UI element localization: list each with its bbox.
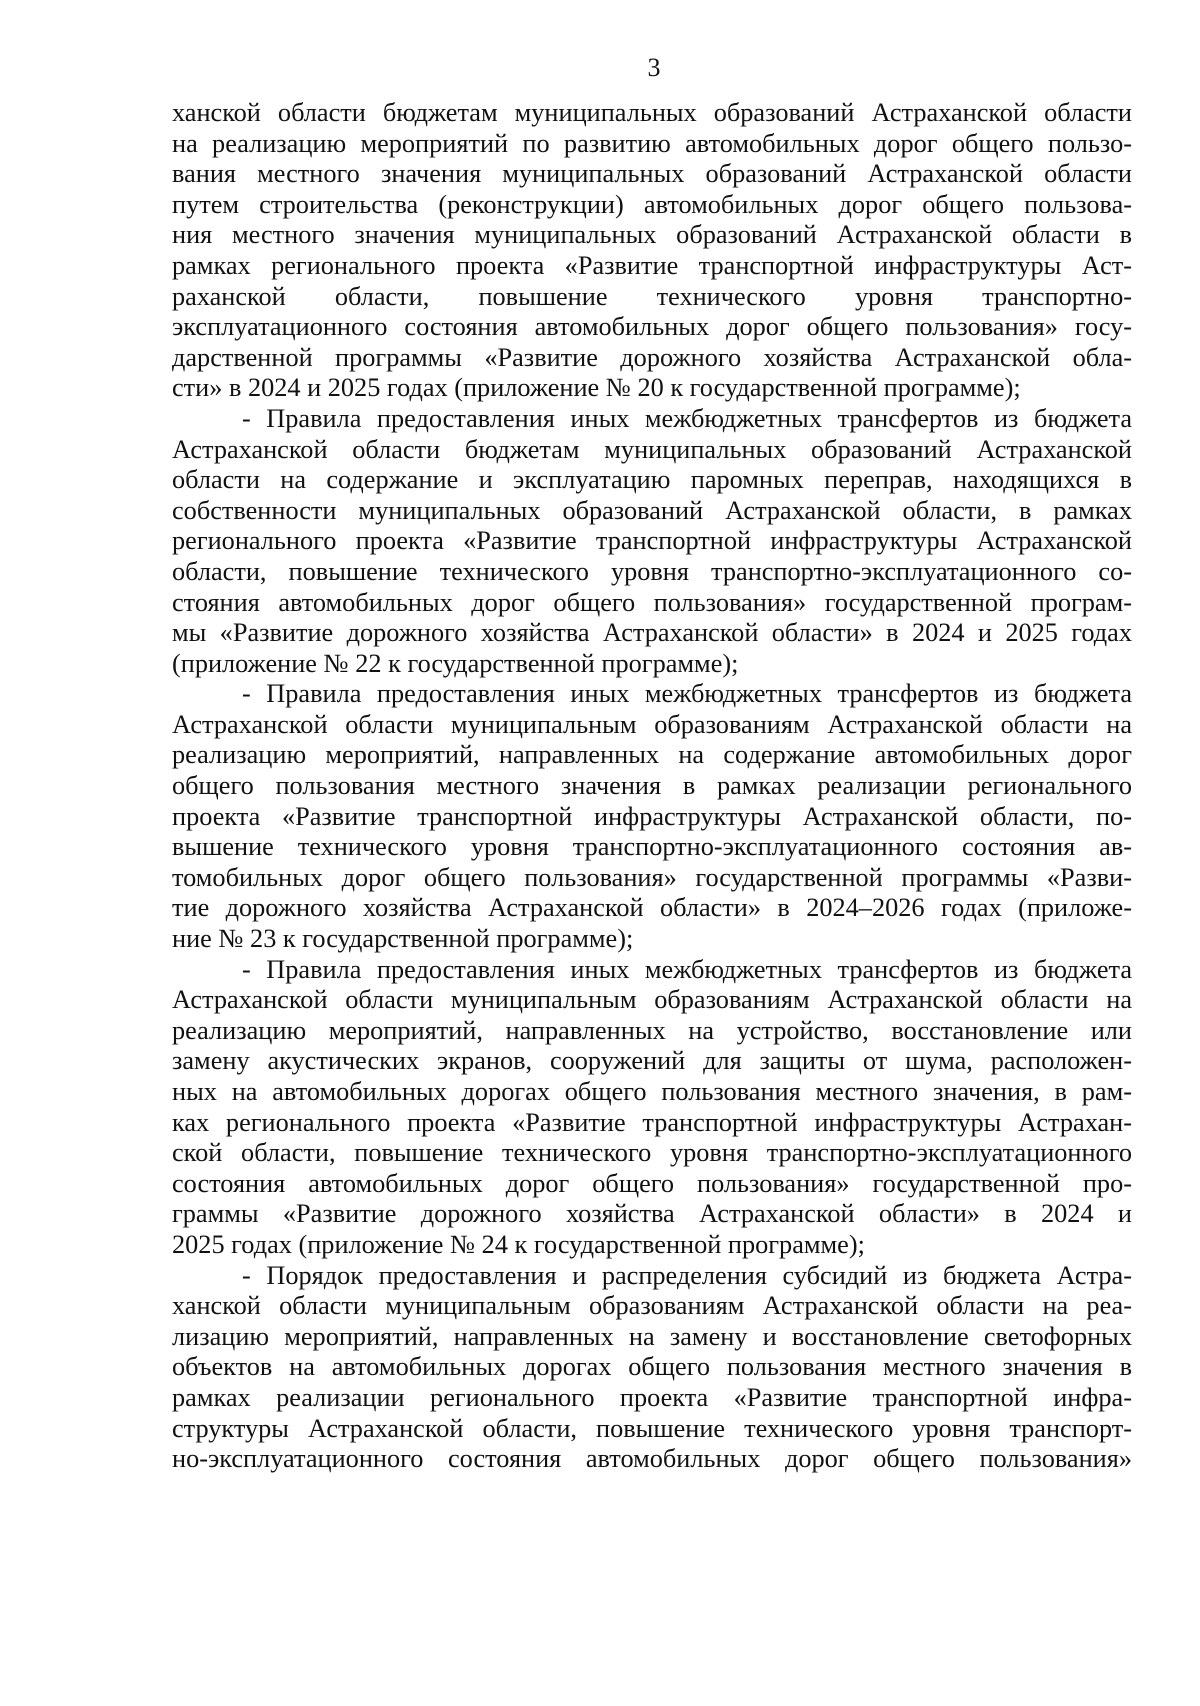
text-line: ния местного значения муниципальных образований Астраханской области в (172, 220, 1132, 250)
text-line: мы «Развитие дорожного хозяйства Астраханской области» в 2024 и 2025 годах (172, 618, 1132, 648)
text-line: - Правила предоставления иных межбюджетных трансфертов из бюджета (242, 679, 1132, 709)
text-line: области, повышение технического уровня транспортно-эксплуатационного со- (172, 556, 1132, 586)
text-line: но-эксплуатационного состояния автомобильных дорог общего пользования» (172, 1444, 1132, 1474)
text-line: замену акустических экранов, сооружений для защиты от шума, расположен- (172, 1046, 1132, 1076)
text-line: рамках реализации регионального проекта «Развитие транспортной инфра- (172, 1382, 1132, 1412)
text-line: объектов на автомобильных дорогах общего пользования местного значения в (172, 1352, 1132, 1382)
text-line: Астраханской области муниципальным образованиям Астраханской области на (172, 985, 1132, 1015)
text-line: путем строительства (реконструкции) автомобильных дорог общего пользова- (172, 189, 1132, 219)
text-line: проекта «Развитие транспортной инфраструктуры Астраханской области, по- (172, 801, 1132, 831)
text-line: ханской области бюджетам муниципальных образований Астраханской области (172, 98, 1132, 127)
text-line: регионального проекта «Развитие транспортной инфраструктуры Астраханской (172, 526, 1132, 556)
text-line: вания местного значения муниципальных образований Астраханской области (172, 159, 1132, 189)
text-line: граммы «Развитие дорожного хозяйства Астраханской области» в 2024 и (172, 1199, 1132, 1229)
text-line: раханской области, повышение технического уровня транспортно- (172, 281, 1132, 311)
text-line: ках регионального проекта «Развитие транспортной инфраструктуры Астрахан- (172, 1107, 1132, 1137)
text-line: ние № 23 к государственной программе); (172, 924, 634, 954)
text-line: ской области, повышение технического уровня транспортно-эксплуатационного (172, 1138, 1132, 1168)
page-number: 3 (647, 53, 661, 82)
paragraph (172, 1261, 1132, 1475)
text-line: тие дорожного хозяйства Астраханской области» в 2024–2026 годах (приложе- (172, 893, 1132, 923)
text-line: рамках регионального проекта «Развитие транспортной инфраструктуры Аст- (172, 250, 1132, 280)
text-line: лизацию мероприятий, направленных на замену и восстановление светофорных (172, 1321, 1132, 1351)
text-line: - Правила предоставления иных межбюджетных трансфертов из бюджета (242, 954, 1132, 984)
text-line: Астраханской области муниципальным образованиям Астраханской области на (172, 709, 1132, 739)
text-line: 2025 годах (приложение № 24 к государственной программе); (172, 1229, 865, 1259)
text-line: общего пользования местного значения в рамках реализации регионального (172, 771, 1132, 801)
document-body (172, 98, 1132, 1475)
text-line: эксплуатационного состояния автомобильных дорог общего пользования» госу- (172, 312, 1132, 342)
text-line: томобильных дорог общего пользования» государственной программы «Разви- (172, 862, 1132, 892)
paragraph (172, 98, 1132, 404)
paragraph (172, 679, 1132, 954)
text-line: реализацию мероприятий, направленных на устройство, восстановление или (172, 1015, 1132, 1045)
document-page (172, 52, 1132, 1475)
text-line: вышение технического уровня транспортно-эксплуатационного состояния ав- (172, 832, 1132, 862)
text-line: ханской области муниципальным образованиям Астраханской области на реа- (172, 1291, 1132, 1321)
text-line: - Правила предоставления иных межбюджетных трансфертов из бюджета (242, 403, 1132, 433)
text-line: (приложение № 22 к государственной программе); (172, 648, 739, 678)
text-line: Астраханской области бюджетам муниципальных образований Астраханской (172, 434, 1132, 464)
text-line: состояния автомобильных дорог общего пользования» государственной про- (172, 1168, 1132, 1198)
paragraph (172, 955, 1132, 1261)
text-line: стояния автомобильных дорог общего пользования» государственной програм- (172, 587, 1132, 617)
text-line: структуры Астраханской области, повышение технического уровня транспорт- (172, 1413, 1132, 1443)
text-line: на реализацию мероприятий по развитию автомобильных дорог общего пользо- (172, 128, 1132, 158)
text-line: реализацию мероприятий, направленных на содержание автомобильных дорог (172, 740, 1132, 770)
text-line: ных на автомобильных дорогах общего пользования местного значения, в рам- (172, 1077, 1132, 1106)
text-line: собственности муниципальных образований Астраханской области, в рамках (172, 495, 1132, 525)
text-line: сти» в 2024 и 2025 годах (приложение № 20 к государственной программе); (172, 373, 1021, 403)
text-line: дарственной программы «Развитие дорожного хозяйства Астраханской обла- (172, 342, 1132, 372)
text-line: области на содержание и эксплуатацию паромных переправ, находящихся в (172, 465, 1132, 495)
paragraph (172, 404, 1132, 679)
text-line: - Порядок предоставления и распределения субсидий из бюджета Астра- (242, 1260, 1132, 1290)
